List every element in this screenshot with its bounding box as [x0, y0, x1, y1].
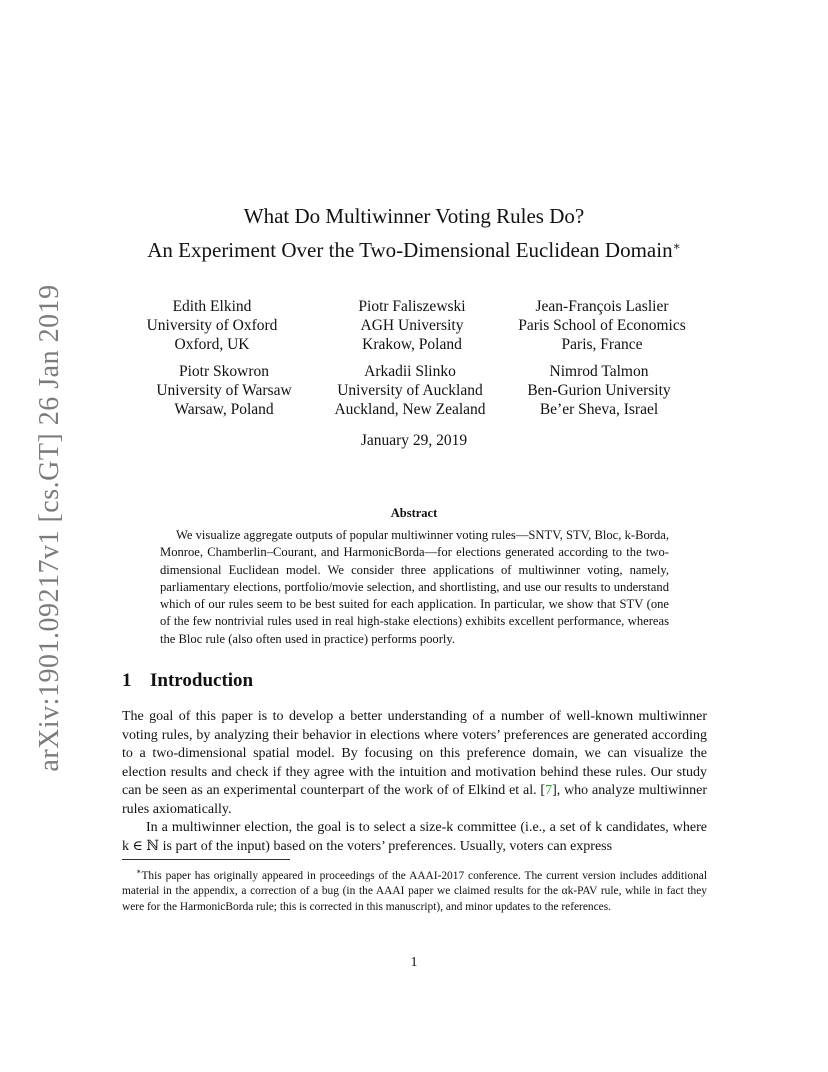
author-location: Auckland, New Zealand [334, 401, 486, 418]
intro-paragraph-2: In a multiwinner election, the goal is to select a size-k committee (i.e., a set of k candidates, where k ∈ ℕ is part of the input) based on the voters’ preferences. Usually, voters can express [122, 820, 707, 854]
title-line-2-text: An Experiment Over the Two-Dimensional Euclidean Domain [147, 238, 673, 262]
page-number: 1 [410, 955, 418, 970]
author-name: Edith Elkind [172, 298, 252, 315]
footnote-text: This paper has originally appeared in proceedings of the AAAI-2017 conference. The current version includes additional material in the appendix, a correction of a bug (in the AAAI paper we claimed results for the αk-PAV rule, while in fact they were for the HarmonicBorda rule; this is corrected in this manuscript), and minor updates to the references. [122, 869, 707, 913]
abstract-text: We visualize aggregate outputs of popular multiwinner voting rules—SNTV, STV, Bloc, k-Borda, Monroe, Chamberlin–Courant, and HarmonicBorda—for elections generated according to the two-dimensional Euclidean model. We consider three applications of multiwinner voting, namely, parliamentary elections, portfolio/movie selection, and shortlisting, and use our results to understand which of our rules seem to be best suited for each application. In particular, we show that STV (one of the few nontrivial rules used in real high-stake elections) exhibits excellent performance, whereas the Bloc rule (also often used in practice) performs poorly. [160, 528, 669, 646]
author-name: Piotr Faliszewski [358, 298, 466, 315]
footnote-divider [122, 859, 290, 860]
title-line-2 [0, 231, 828, 265]
title-footnote-mark[interactable]: ∗ [672, 239, 681, 253]
author-affiliation: University of Oxford [146, 317, 278, 334]
author-block-laslier [482, 297, 722, 354]
author-name: Nimrod Talmon [549, 363, 649, 380]
author-affiliation: Paris School of Economics [518, 317, 686, 334]
author-affiliation: University of Auckland [337, 382, 483, 399]
author-location: Warsaw, Poland [174, 401, 274, 418]
footnote [122, 864, 707, 915]
section-title: Introduction [150, 670, 254, 691]
author-location: Krakow, Poland [362, 336, 462, 353]
intro-paragraph-1 [122, 708, 707, 820]
paragraph-text: The goal of this paper is to develop a better understanding of a number of well-known multiwinner voting rules, by analyzing their behavior in elections where voters’ preferences are generated according to a two-dimensional spatial model. By focusing on this preference domain, we can visualize the election results and check if they agree with the intuition and motivation behind these rules. Our study can be seen as an experimental counterpart of the work of of Elkind et al. [ [122, 709, 707, 799]
author-affiliation: Ben-Gurion University [527, 382, 671, 399]
citation-link[interactable]: 7 [545, 783, 553, 799]
footnote-mark: ∗ [136, 867, 142, 876]
author-affiliation: AGH University [360, 317, 464, 334]
section-heading [122, 670, 253, 692]
author-location: Paris, France [561, 336, 643, 353]
arxiv-identifier-stamp[interactable]: arXiv:1901.09217v1 [cs.GT] 26 Jan 2019 [34, 284, 65, 772]
paragraph-text: ], who analyze multiwinner rules axiomatically. [122, 783, 708, 817]
section-number: 1 [122, 670, 132, 691]
abstract-heading: Abstract [390, 506, 438, 520]
author-block-talmon [479, 362, 719, 419]
author-location: Oxford, UK [174, 336, 250, 353]
author-affiliation: University of Warsaw [156, 382, 292, 399]
author-name: Piotr Skowron [179, 363, 269, 380]
author-location: Be’er Sheva, Israel [539, 401, 659, 418]
paper-title [0, 201, 828, 265]
author-name: Jean-François Laslier [535, 298, 669, 315]
author-name: Arkadii Slinko [364, 363, 456, 380]
title-line-1: What Do Multiwinner Voting Rules Do? [243, 204, 585, 228]
publication-date: January 29, 2019 [360, 432, 468, 449]
